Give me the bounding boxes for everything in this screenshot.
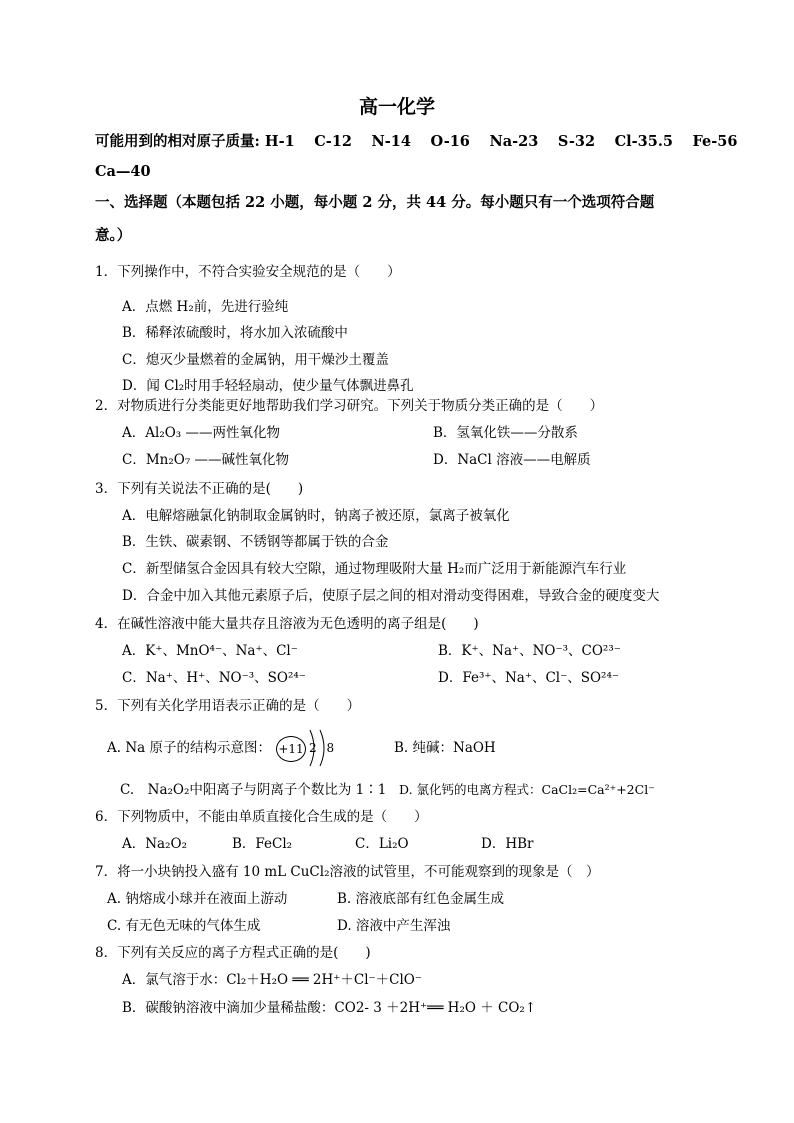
question-4-option-d: D．Fe³⁺、Na⁺、Cl⁻、SO²⁴⁻ — [438, 670, 620, 686]
question-7-option-b: B. 溶液底部有红色金属生成 — [337, 891, 505, 907]
question-6-option-b: B．FeCl₂ — [232, 836, 293, 852]
question-3-option-d: D．合金中加入其他元素原子后，使原子层之间的相对滑动变得困难，导致合金的硬度变大 — [122, 588, 660, 604]
electron-counts: 2 8 — [309, 741, 338, 755]
nucleus-charge: +11 — [278, 742, 304, 756]
question-8-option-b: B．碳酸钠溶液中滴加少量稀盐酸：CO2- 3 ＋2H⁺══ H₂O ＋ CO₂↑ — [122, 1000, 537, 1016]
question-1-option-c: C．熄灭少量燃着的金属钠，用干燥沙土覆盖 — [122, 352, 389, 368]
question-7-option-d: D. 溶液中产生浑浊 — [337, 918, 451, 934]
question-3-option-c: C．新型储氢合金因具有较大空隙，通过物理吸附大量 H₂而广泛用于新能源汽车行业 — [122, 561, 627, 577]
question-1-option-d: D．闻 Cl₂时用手轻轻扇动，使少量气体飘进鼻孔 — [122, 378, 414, 394]
question-7-stem: 7．将一小块钠投入盛有 10 mL CuCl₂溶液的试管里，不可能观察到的现象是（ ） — [95, 864, 600, 880]
question-4-stem: 4．在碱性溶液中能大量共存且溶液为无色透明的离子组是( ) — [95, 616, 479, 632]
sodium-nucleus-diagram — [276, 736, 306, 762]
question-5-option-d: D. 氯化钙的电离方程式：CaCl₂=Ca²⁺+2Cl⁻ — [399, 782, 655, 797]
electron-shells-diagram — [306, 728, 336, 772]
question-8-option-a: A．氯气溶于水：Cl₂＋H₂O ══ 2H⁺＋Cl⁻＋ClO⁻ — [122, 972, 422, 988]
question-2-stem: 2．对物质进行分类能更好地帮助我们学习研究。下列关于物质分类正确的是（ ） — [95, 398, 604, 414]
question-3-stem: 3．下列有关说法不正确的是( ) — [95, 481, 304, 497]
question-5-option-a: A. Na 原子的结构示意图： — [107, 740, 271, 756]
question-2-option-b: B．氢氧化铁——分散系 — [433, 425, 578, 441]
question-7-option-c: C. 有无色无味的气体生成 — [107, 918, 261, 934]
section-heading: 一、选择题（本题包括 22 小题，每小题 2 分，共 44 分。每小题只有一个选项符合题 — [95, 194, 655, 211]
question-6-option-c: C．Li₂O — [355, 836, 409, 852]
question-3-option-a: A．电解熔融氯化钠制取金属钠时，钠离子被还原，氯离子被氧化 — [122, 508, 510, 524]
question-1-stem: 1．下列操作中，不符合实验安全规范的是（ ） — [95, 264, 401, 280]
question-7-option-a: A. 钠熔成小球并在液面上游动 — [107, 891, 288, 907]
question-4-option-a: A．K⁺、MnO⁴⁻、Na⁺、Cl⁻ — [122, 643, 298, 659]
question-3-option-b: B．生铁、碳素钢、不锈钢等都属于铁的合金 — [122, 534, 389, 550]
question-5-option-b: B. 纯碱：NaOH — [394, 740, 496, 756]
question-6-option-a: A．Na₂O₂ — [122, 836, 188, 852]
question-1-option-b: B．稀释浓硫酸时，将水加入浓硫酸中 — [122, 325, 348, 341]
page-title: 高一化学 — [358, 96, 435, 118]
question-1-option-a: A．点燃 H₂前，先进行验纯 — [122, 299, 289, 315]
question-6-option-d: D．HBr — [481, 836, 534, 852]
question-8-stem: 8．下列有关反应的离子方程式正确的是( ) — [95, 945, 371, 961]
question-2-option-d: D．NaCl 溶液——电解质 — [433, 452, 591, 468]
question-2-option-a: A．Al₂O₃ ——两性氧化物 — [122, 425, 280, 441]
question-5-option-c: C. Na₂O₂中阳离子与阴离子个数比为 1∶1 — [120, 782, 387, 798]
question-4-option-b: B．K⁺、Na⁺、NO⁻³、CO²³⁻ — [438, 643, 621, 659]
section-heading-cont: 意。） — [95, 227, 132, 244]
atomic-masses-line: 可能用到的相对原子质量: H-1 C-12 N-14 O-16 Na-23 S-32 Cl-35.5 Fe-56 — [95, 133, 738, 150]
question-4-option-c: C．Na⁺、H⁺、NO⁻³、SO²⁴⁻ — [122, 670, 306, 686]
question-5-stem: 5．下列有关化学用语表示正确的是（ ） — [95, 698, 361, 714]
atomic-masses-line-cont: Ca—40 — [95, 163, 151, 180]
question-6-stem: 6．下列物质中，不能由单质直接化合生成的是（ ） — [95, 809, 428, 825]
question-2-option-c: C．Mn₂O₇ ——碱性氧化物 — [122, 452, 290, 468]
